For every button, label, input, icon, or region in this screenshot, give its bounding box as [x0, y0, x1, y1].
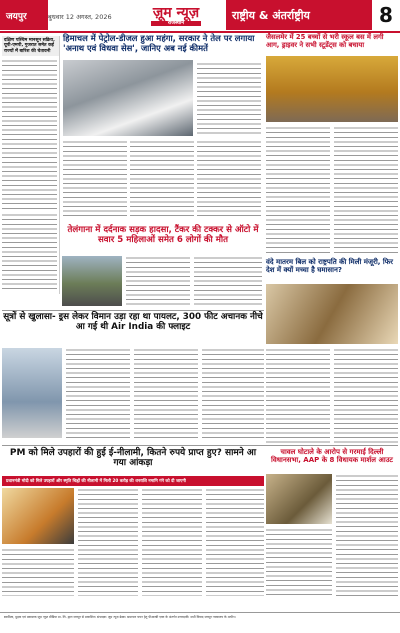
story-pm-body-2 [142, 488, 202, 596]
logo-text: ज़ूम न्यूज़ [152, 5, 200, 21]
edition-date: बुधवार 12 अगस्त, 2026 [48, 13, 112, 21]
story-airindia-body-2 [134, 348, 198, 440]
left-brief-body [2, 59, 57, 209]
story-fuel [63, 34, 263, 224]
story-delhi-headline: चावल घोटाले के आरोप से गरमाई दिल्ली विधानसभा, AAP के 8 विधायक मार्शल आउट [271, 448, 393, 465]
newspaper-logo [126, 0, 226, 30]
story-delhi-body-1 [336, 474, 398, 596]
story-vande-body-1 [266, 348, 330, 444]
story-pm-body-4 [2, 548, 74, 596]
page-number: 8 [372, 0, 400, 30]
story-airindia-body-3 [202, 348, 264, 440]
story-school-body-1 [266, 126, 330, 254]
story-pm-strip: प्रधानमंत्री मोदी को मिले उपहारों और स्मृति चिह्नों की नीलामी में मिली 20 करोड़ की धनराशि नमामि गंगे को दी जाएगी [2, 476, 264, 486]
story-pm-body-3 [206, 488, 264, 596]
story-airindia-headline: सूत्रों से खुलासा- इ्रस लेकर विमान उड़ा रहा था पायलट, 300 फीट अचानक नीचे आ गई थी Air India की फ्लाइट [3, 312, 263, 333]
story-fuel-headline: हिमाचल में पेट्रोल-डीजल हुआ महंगा, सरकार ने तेल पर लगाया 'अनाथ एवं विधवा सेस', जानिए अब नई कीमतें [63, 33, 255, 53]
school-bus-fire-photo [266, 56, 398, 122]
story-airindia [2, 312, 264, 444]
story-vande-headline: वंदे मातरम बिल को राष्ट्रपति की मिली मंजूरी, फिर देश में क्यों मच्चा है घमासान? [266, 258, 393, 275]
masthead [0, 0, 400, 30]
left-brief-headline: दक्षिण पश्चिम मानसून सक्रिय, यूपी-एमपी, गुजरात समेत कई राज्यों में बारिश की चेतावनी [2, 36, 59, 56]
story-telangana-body-2 [194, 256, 262, 308]
story-school-body-2 [334, 126, 398, 254]
story-vande-body-2 [334, 348, 398, 444]
divider-2 [2, 445, 398, 446]
imprint-footer: स्वामित्व, मुद्रक एवं प्रकाशक ज़ूम न्यूज़ मीडिया प्रा. लि. द्वारा जयपुर से प्रकाशित। संपादक: ज़ूम न्यूज़ डेस्क। समाचार चयन हेतु पीआरबी एक्ट के अंतर्गत उत्तरदायी। सभी विवाद जयपुर न्यायालय के अधीन। [0, 612, 400, 633]
city-name: जयपुर [0, 0, 48, 30]
story-fuel-body-3 [130, 140, 194, 220]
story-fuel-body-2 [63, 140, 127, 220]
story-pm [2, 448, 264, 598]
assembly-photo [266, 474, 332, 524]
left-brief [2, 36, 60, 294]
fuel-pump-photo [63, 60, 193, 136]
story-fuel-body-4 [197, 140, 261, 220]
logo-sub: राजस्थान [151, 21, 201, 26]
section-title: राष्ट्रीय & अंतर्राष्ट्रीय [226, 0, 372, 30]
story-pm-headline: PM को मिले उपहारों की हुई ई-नीलामी, कितने रुपये प्राप्त हुए? सामने आ गया आंकड़ा [9, 448, 257, 469]
story-delhi [266, 448, 398, 598]
left-brief-body-2 [2, 213, 57, 289]
story-school [266, 34, 398, 256]
road-photo [62, 256, 122, 306]
story-school-headline: जैसलमेर में 25 बच्चों से भरी स्कूल बस में लगी आग, ड्राइवर ने सभी स्टूडेंट्स को बचाया [266, 33, 384, 49]
story-telangana-headline: तेलंगाना में दर्दनाक सड़क हादसा, टैंकर की टक्कर से ऑटो में सवार 5 महिलाओं समेत 6 लोगों की मौत [67, 225, 259, 245]
airplane-photo [2, 348, 62, 438]
story-pm-body-1 [78, 488, 138, 596]
divider-1 [2, 310, 264, 311]
president-photo [266, 284, 398, 344]
pm-gifts-photo [2, 488, 74, 544]
story-delhi-body-2 [266, 528, 332, 596]
story-telangana-body-1 [126, 256, 190, 308]
story-airindia-body-1 [66, 348, 130, 440]
story-fuel-body-1 [197, 62, 261, 136]
